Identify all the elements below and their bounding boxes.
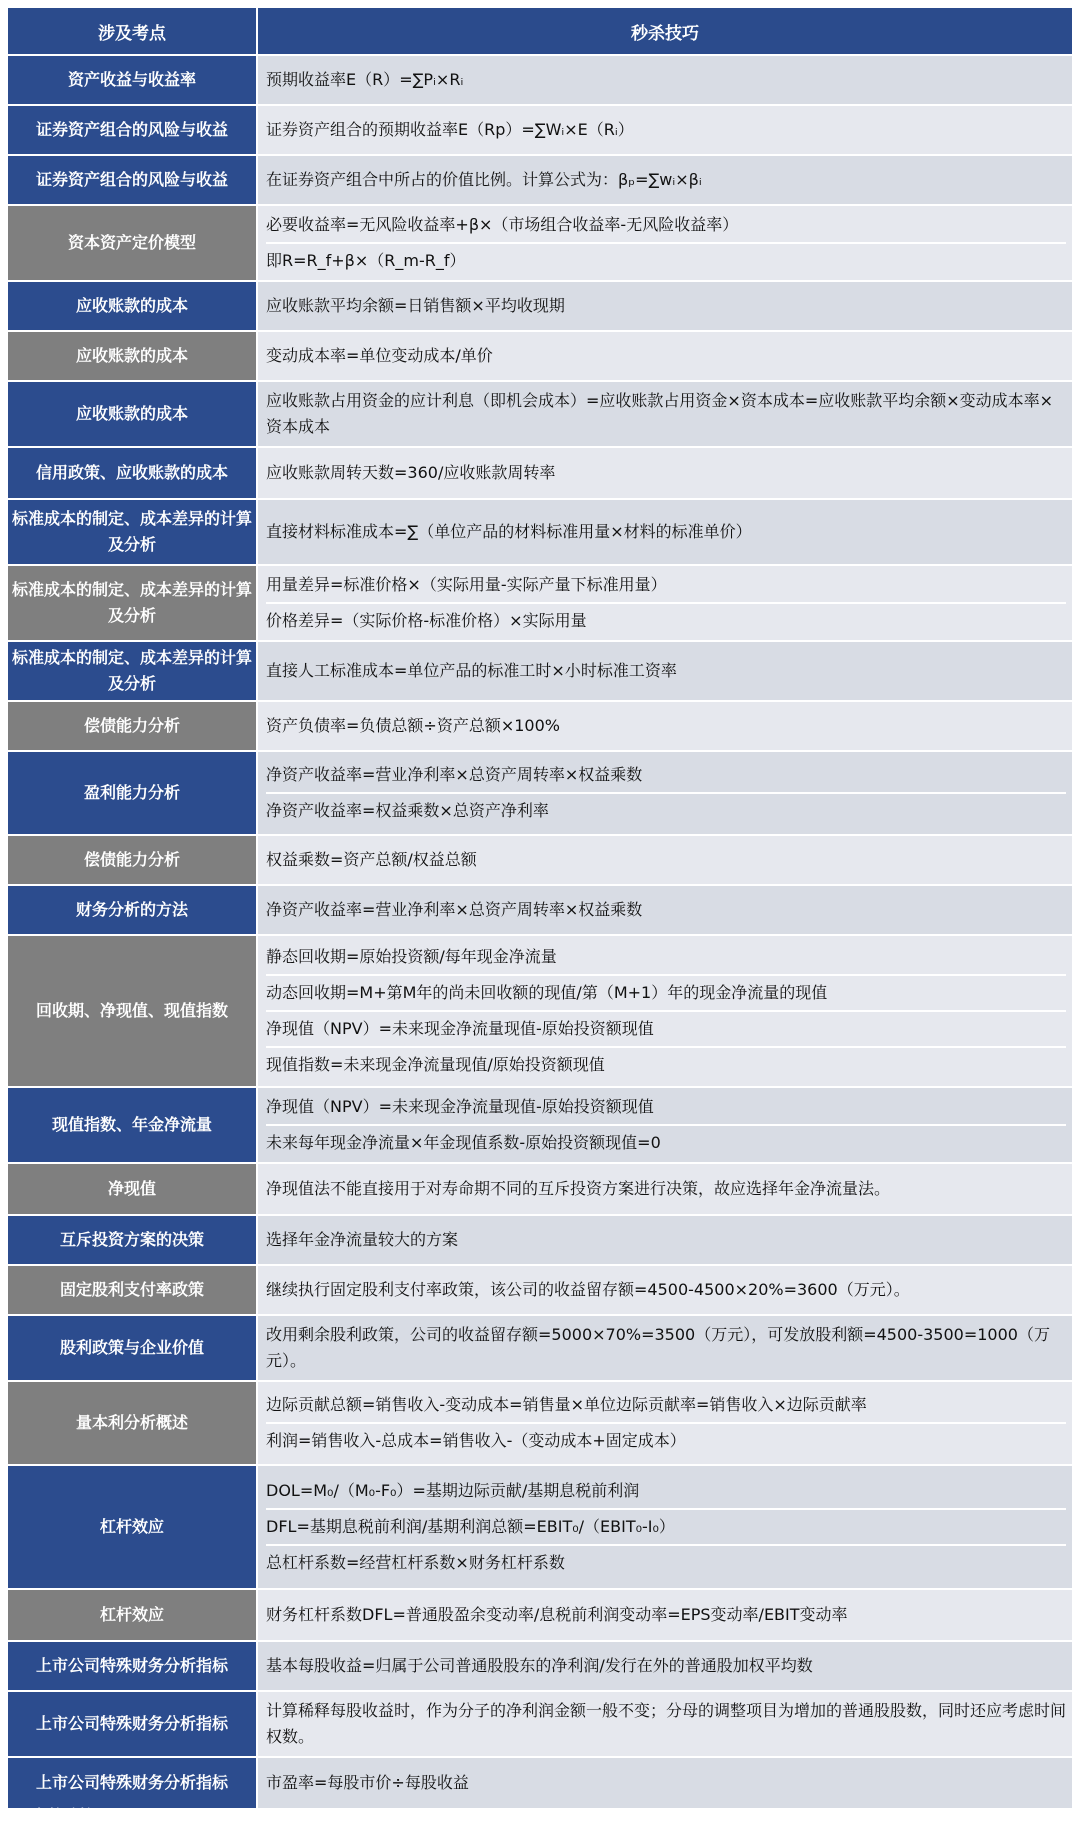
formula-line: 净资产收益率=营业净利率×总资产周转率×权益乘数 — [266, 765, 643, 784]
table-row — [7, 55, 1073, 105]
formula-table — [6, 6, 1074, 1810]
technique-cell — [257, 565, 1073, 641]
formula-line: 应收账款平均余额=日销售额×平均收现期 — [266, 296, 565, 315]
topic-cell: 应收账款的成本 — [7, 331, 257, 381]
formula-line: DFL=基期息税前利润/基期利润总额=EBIT₀/（EBIT₀-I₀） — [266, 1508, 1066, 1544]
topic-cell: 标准成本的制定、成本差异的计算及分析 — [7, 641, 257, 701]
technique-cell — [257, 331, 1073, 381]
topic-cell: 盈利能力分析 — [7, 751, 257, 835]
topic-cell: 标准成本的制定、成本差异的计算及分析 — [7, 499, 257, 565]
technique-cell — [257, 935, 1073, 1087]
technique-cell — [257, 1163, 1073, 1215]
table-row — [7, 751, 1073, 835]
formula-line: 在证券资产组合中所占的价值比例。计算公式为：βₚ=∑wᵢ×βᵢ — [266, 170, 702, 189]
topic-cell: 偿债能力分析 — [7, 701, 257, 751]
topic-cell: 上市公司特殊财务分析指标 — [7, 1757, 257, 1809]
table-row — [7, 1163, 1073, 1215]
formula-line: DOL=M₀/（M₀-F₀）=基期边际贡献/基期息税前利润 — [266, 1481, 640, 1500]
topic-cell: 应收账款的成本 — [7, 281, 257, 331]
technique-cell — [257, 1691, 1073, 1757]
formula-line: 必要收益率=无风险收益率+β×（市场组合收益率-无风险收益率） — [266, 215, 739, 234]
formula-table-wrapper — [6, 6, 1074, 1810]
topic-cell: 现值指数、年金净流量 — [7, 1087, 257, 1163]
table-row — [7, 885, 1073, 935]
header-technique: 秒杀技巧 — [257, 7, 1073, 55]
table-row — [7, 205, 1073, 281]
table-row — [7, 381, 1073, 447]
topic-cell: 上市公司特殊财务分析指标 — [7, 1691, 257, 1757]
formula-line: 未来每年现金净流量×年金现值系数-原始投资额现值=0 — [266, 1124, 1066, 1160]
formula-line: 变动成本率=单位变动成本/单价 — [266, 346, 493, 365]
formula-line: 选择年金净流量较大的方案 — [266, 1230, 459, 1249]
topic-cell: 互斥投资方案的决策 — [7, 1215, 257, 1265]
topic-cell: 财务分析的方法 — [7, 885, 257, 935]
topic-cell: 股利政策与企业价值 — [7, 1315, 257, 1381]
topic-cell: 证券资产组合的风险与收益 — [7, 155, 257, 205]
formula-line: 直接人工标准成本=单位产品的标准工时×小时标准工资率 — [266, 661, 677, 680]
technique-cell — [257, 1465, 1073, 1589]
header-topic: 涉及考点 — [7, 7, 257, 55]
topic-cell: 固定股利支付率政策 — [7, 1265, 257, 1315]
formula-line: 权益乘数=资产总额/权益总额 — [266, 850, 477, 869]
formula-line: 净现值（NPV）=未来现金净流量现值-原始投资额现值 — [266, 1010, 1066, 1046]
table-row — [7, 1381, 1073, 1465]
formula-line: 动态回收期=M+第M年的尚未回收额的现值/第（M+1）年的现金净流量的现值 — [266, 974, 1066, 1010]
formula-line: 静态回收期=原始投资额/每年现金净流量 — [266, 947, 557, 966]
technique-cell — [257, 1265, 1073, 1315]
table-body — [7, 55, 1073, 1809]
technique-cell — [257, 281, 1073, 331]
table-row — [7, 1465, 1073, 1589]
table-row — [7, 835, 1073, 885]
table-row — [7, 447, 1073, 499]
formula-line: 应收账款占用资金的应计利息（即机会成本）=应收账款占用资金×资本成本=应收账款平均余额×变动成本率×资本成本 — [266, 391, 1054, 436]
technique-cell — [257, 105, 1073, 155]
formula-line: 资产负债率=负债总额÷资产总额×100% — [266, 716, 560, 735]
topic-cell: 资产收益与收益率 — [7, 55, 257, 105]
formula-line: 市盈率=每股市价÷每股收益 — [266, 1773, 469, 1792]
formula-line: 总杠杆系数=经营杠杆系数×财务杠杆系数 — [266, 1544, 1066, 1580]
formula-line: 净现值（NPV）=未来现金净流量现值-原始投资额现值 — [266, 1097, 654, 1116]
table-row — [7, 1087, 1073, 1163]
table-row — [7, 105, 1073, 155]
formula-line: 现值指数=未来现金净流量现值/原始投资额现值 — [266, 1046, 1066, 1082]
formula-line: 财务杠杆系数DFL=普通股盈余变动率/息税前利润变动率=EPS变动率/EBIT变动率 — [266, 1605, 848, 1624]
technique-cell — [257, 55, 1073, 105]
formula-line: 净资产收益率=营业净利率×总资产周转率×权益乘数 — [266, 900, 643, 919]
technique-cell — [257, 155, 1073, 205]
technique-cell — [257, 701, 1073, 751]
table-row — [7, 331, 1073, 381]
technique-cell — [257, 1087, 1073, 1163]
table-row — [7, 1315, 1073, 1381]
technique-cell — [257, 447, 1073, 499]
table-row — [7, 281, 1073, 331]
topic-cell: 杠杆效应 — [7, 1465, 257, 1589]
topic-cell: 标准成本的制定、成本差异的计算及分析 — [7, 565, 257, 641]
topic-cell: 信用政策、应收账款的成本 — [7, 447, 257, 499]
formula-line: 基本每股收益=归属于公司普通股股东的净利润/发行在外的普通股加权平均数 — [266, 1656, 813, 1675]
table-row — [7, 155, 1073, 205]
table-row — [7, 1641, 1073, 1691]
technique-cell — [257, 381, 1073, 447]
table-row — [7, 641, 1073, 701]
technique-cell — [257, 1589, 1073, 1641]
table-row — [7, 1589, 1073, 1641]
formula-line: 继续执行固定股利支付率政策，该公司的收益留存额=4500-4500×20%=3600（万元）。 — [266, 1280, 910, 1299]
formula-line: 用量差异=标准价格×（实际用量-实际产量下标准用量） — [266, 575, 667, 594]
formula-line: 边际贡献总额=销售收入-变动成本=销售量×单位边际贡献率=销售收入×边际贡献率 — [266, 1395, 867, 1414]
table-row — [7, 1757, 1073, 1809]
formula-line: 预期收益率E（R）=∑Pᵢ×Rᵢ — [266, 70, 464, 89]
technique-cell — [257, 499, 1073, 565]
topic-cell: 上市公司特殊财务分析指标 — [7, 1641, 257, 1691]
table-row — [7, 1215, 1073, 1265]
table-row — [7, 499, 1073, 565]
formula-line: 计算稀释每股收益时，作为分子的净利润金额一般不变；分母的调整项目为增加的普通股股数，同时还应考虑时间权数。 — [266, 1701, 1067, 1746]
formula-line: 应收账款周转天数=360/应收账款周转率 — [266, 463, 556, 482]
footer-watermark: © 大数跨境 — [10, 1806, 96, 1825]
topic-cell: 回收期、净现值、现值指数 — [7, 935, 257, 1087]
formula-line: 即R=R_f+β×（R_m-R_f） — [266, 242, 1066, 278]
formula-line: 改用剩余股利政策，公司的收益留存额=5000×70%=3500（万元），可发放股利额=4500-3500=1000（万元）。 — [266, 1325, 1050, 1370]
table-row — [7, 935, 1073, 1087]
table-row — [7, 565, 1073, 641]
technique-cell — [257, 1381, 1073, 1465]
technique-cell — [257, 835, 1073, 885]
table-header-row — [7, 7, 1073, 55]
topic-cell: 资本资产定价模型 — [7, 205, 257, 281]
technique-cell — [257, 641, 1073, 701]
topic-cell: 杠杆效应 — [7, 1589, 257, 1641]
technique-cell — [257, 1641, 1073, 1691]
table-row — [7, 701, 1073, 751]
formula-line: 证券资产组合的预期收益率E（Rp）=∑Wᵢ×E（Rᵢ） — [266, 120, 634, 139]
table-row — [7, 1265, 1073, 1315]
technique-cell — [257, 751, 1073, 835]
technique-cell — [257, 885, 1073, 935]
technique-cell — [257, 205, 1073, 281]
formula-line: 净资产收益率=权益乘数×总资产净利率 — [266, 792, 1066, 828]
formula-line: 价格差异=（实际价格-标准价格）×实际用量 — [266, 602, 1066, 638]
formula-line: 直接材料标准成本=∑（单位产品的材料标准用量×材料的标准单价） — [266, 522, 752, 541]
technique-cell — [257, 1215, 1073, 1265]
topic-cell: 应收账款的成本 — [7, 381, 257, 447]
formula-line: 利润=销售收入-总成本=销售收入-（变动成本+固定成本） — [266, 1422, 1066, 1458]
table-row — [7, 1691, 1073, 1757]
topic-cell: 偿债能力分析 — [7, 835, 257, 885]
technique-cell — [257, 1757, 1073, 1809]
formula-line: 净现值法不能直接用于对寿命期不同的互斥投资方案进行决策，故应选择年金净流量法。 — [266, 1179, 891, 1198]
topic-cell: 净现值 — [7, 1163, 257, 1215]
technique-cell — [257, 1315, 1073, 1381]
topic-cell: 量本利分析概述 — [7, 1381, 257, 1465]
topic-cell: 证券资产组合的风险与收益 — [7, 105, 257, 155]
